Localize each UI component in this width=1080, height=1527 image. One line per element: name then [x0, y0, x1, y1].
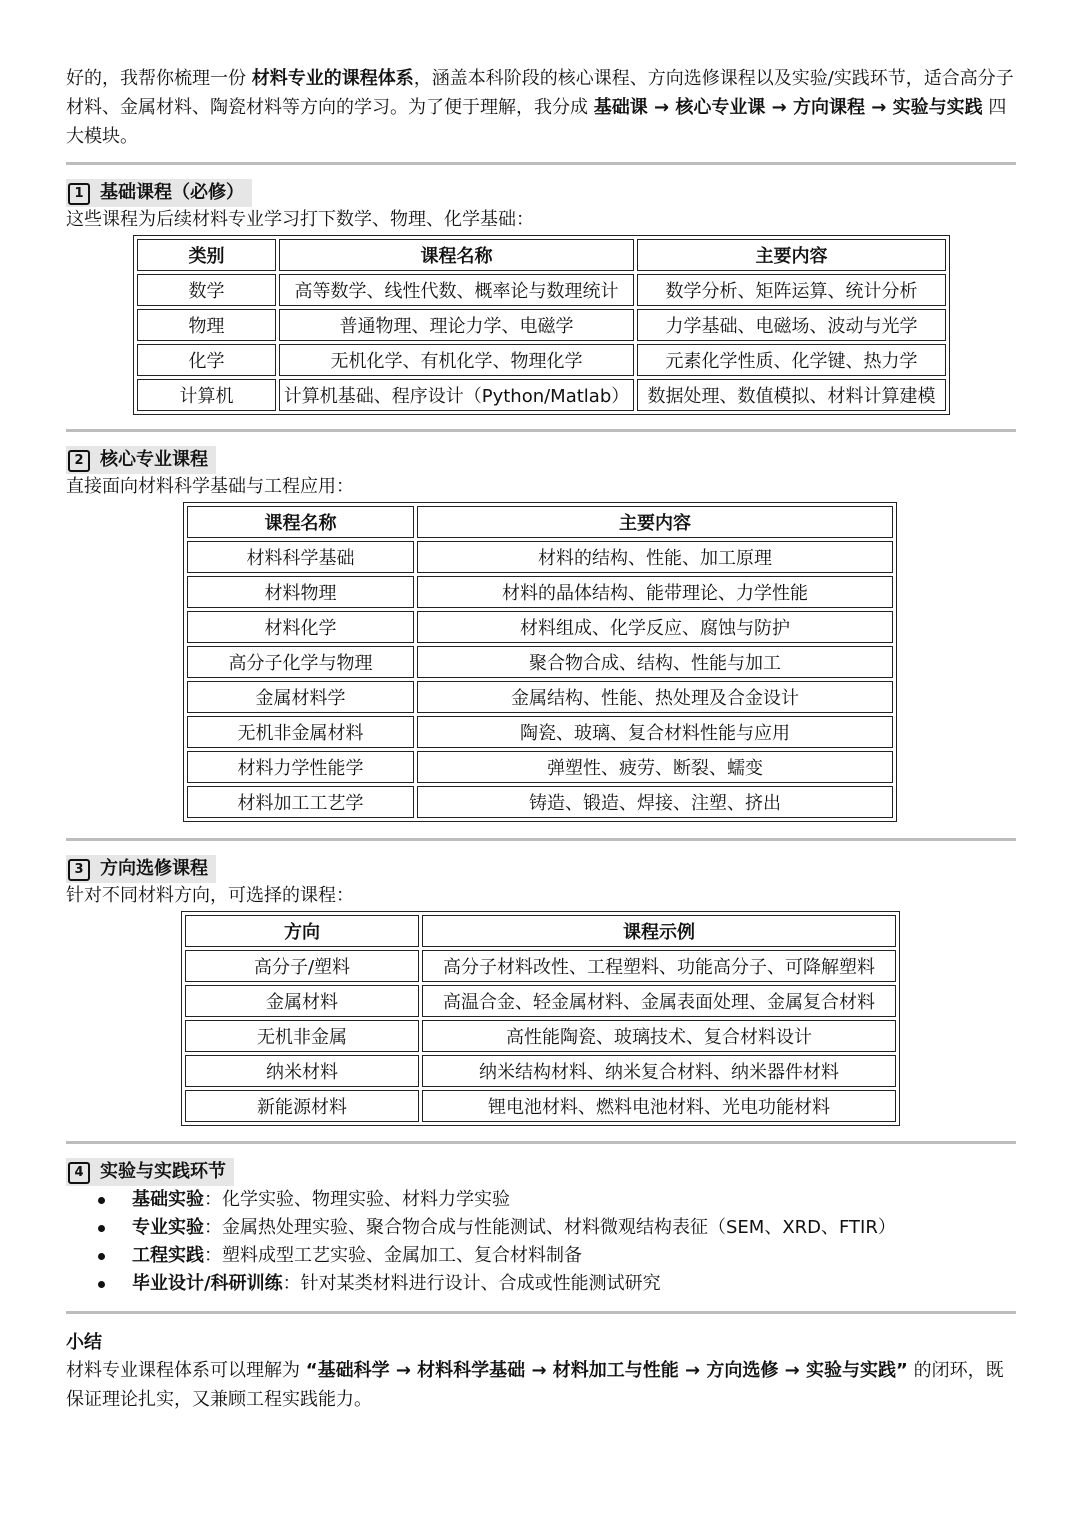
section-heading-2: [66, 446, 216, 474]
table-row: [137, 309, 946, 341]
summary-text-1: 材料专业课程体系可以理解为: [66, 1360, 300, 1381]
item-label: 工程实践: [132, 1245, 204, 1266]
table-cell: 数学分析、矩阵运算、统计分析: [637, 274, 946, 306]
table-row: [187, 541, 893, 573]
divider: [66, 1311, 1016, 1314]
number-1-icon: 1: [68, 183, 90, 205]
number-4-icon: 4: [68, 1162, 90, 1184]
table-cell: 高性能陶瓷、玻璃技术、复合材料设计: [422, 1020, 896, 1052]
summary-paragraph: [66, 1356, 1016, 1414]
table-cell: 元素化学性质、化学键、热力学: [637, 344, 946, 376]
table-cell: 计算机: [137, 379, 276, 411]
summary-bold: “基础科学 → 材料科学基础 → 材料加工与性能 → 方向选修 → 实验与实践”: [305, 1360, 908, 1381]
table-cell: 锂电池材料、燃料电池材料、光电功能材料: [422, 1090, 896, 1122]
list-item: [66, 1214, 1016, 1242]
table-cell: 材料化学: [187, 611, 414, 643]
column-header: 方向: [185, 915, 419, 947]
section-title: 方向选修课程: [100, 858, 208, 879]
item-label: 毕业设计/科研训练: [132, 1273, 283, 1294]
section-title: 基础课程（必修）: [100, 182, 244, 203]
table-cell: 弹塑性、疲劳、断裂、蠕变: [417, 751, 893, 783]
table-row: [187, 576, 893, 608]
table-cell: 无机非金属材料: [187, 716, 414, 748]
bullet-icon: [98, 1253, 105, 1260]
table-row: [187, 786, 893, 818]
table-cell: 新能源材料: [185, 1090, 419, 1122]
summary-text-2: 的闭环，既保证理论扎实，又兼顾工程实践能力。: [66, 1360, 1004, 1410]
core-courses-table: [183, 502, 897, 822]
table-cell: 聚合物合成、结构、性能与加工: [417, 646, 893, 678]
section-title: 核心专业课程: [100, 449, 208, 470]
table-cell: 物理: [137, 309, 276, 341]
item-label: 专业实验: [132, 1217, 204, 1238]
table-header-row: [185, 915, 896, 947]
section-heading-1: [66, 179, 252, 207]
intro-text-3: 四大模块。: [66, 97, 1007, 147]
column-header: 类别: [137, 239, 276, 271]
table-cell: 材料的晶体结构、能带理论、力学性能: [417, 576, 893, 608]
table-row: [185, 1020, 896, 1052]
table-row: [187, 751, 893, 783]
table-cell: 纳米材料: [185, 1055, 419, 1087]
bullet-icon: [98, 1197, 105, 1204]
table-cell: 数学: [137, 274, 276, 306]
table-row: [187, 646, 893, 678]
table-cell: 陶瓷、玻璃、复合材料性能与应用: [417, 716, 893, 748]
table-header-row: [187, 506, 893, 538]
column-header: 课程示例: [422, 915, 896, 947]
table-row: [137, 344, 946, 376]
divider: [66, 429, 1016, 432]
table-cell: 数据处理、数值模拟、材料计算建模: [637, 379, 946, 411]
table-cell: 高分子/塑料: [185, 950, 419, 982]
table-cell: 金属材料学: [187, 681, 414, 713]
divider: [66, 1141, 1016, 1144]
list-item: [66, 1186, 1016, 1214]
section-description: 直接面向材料科学基础与工程应用：: [66, 476, 354, 497]
section-description: 针对不同材料方向，可选择的课程：: [66, 885, 354, 906]
summary-title: 小结: [66, 1332, 102, 1353]
intro-paragraph: [66, 64, 1016, 151]
table-cell: 普通物理、理论力学、电磁学: [279, 309, 634, 341]
elective-courses-table: [181, 911, 900, 1126]
bullet-icon: [98, 1281, 105, 1288]
table-cell: 无机化学、有机化学、物理化学: [279, 344, 634, 376]
section-description: 这些课程为后续材料专业学习打下数学、物理、化学基础：: [66, 209, 534, 230]
item-text: ：金属热处理实验、聚合物合成与性能测试、材料微观结构表征（SEM、XRD、FTIR）: [204, 1217, 896, 1238]
practice-list: [66, 1186, 1016, 1298]
item-text: ：针对某类材料进行设计、合成或性能测试研究: [282, 1273, 661, 1294]
intro-text-2: ，涵盖本科阶段的核心课程、方向选修课程以及实验/实践环节，适合高分子材料、金属材料、陶瓷材料等方向的学习。为了便于理解，我分成: [66, 68, 1014, 118]
section-heading-4: [66, 1158, 234, 1186]
table-cell: 高分子材料改性、工程塑料、功能高分子、可降解塑料: [422, 950, 896, 982]
intro-text-1: 好的，我帮你梳理一份: [66, 68, 246, 89]
divider: [66, 162, 1016, 165]
number-3-icon: 3: [68, 859, 90, 881]
table-cell: 材料力学性能学: [187, 751, 414, 783]
item-label: 基础实验: [132, 1189, 204, 1210]
table-row: [185, 985, 896, 1017]
intro-bold-1: 材料专业的课程体系: [251, 68, 414, 89]
number-2-icon: 2: [68, 450, 90, 472]
table-row: [137, 379, 946, 411]
table-cell: 金属结构、性能、热处理及合金设计: [417, 681, 893, 713]
table-row: [185, 1090, 896, 1122]
table-row: [185, 950, 896, 982]
table-cell: 材料的结构、性能、加工原理: [417, 541, 893, 573]
table-cell: 高分子化学与物理: [187, 646, 414, 678]
table-cell: 材料加工工艺学: [187, 786, 414, 818]
table-cell: 纳米结构材料、纳米复合材料、纳米器件材料: [422, 1055, 896, 1087]
table-row: [187, 716, 893, 748]
table-cell: 材料组成、化学反应、腐蚀与防护: [417, 611, 893, 643]
table-row: [187, 681, 893, 713]
table-row: [187, 611, 893, 643]
basic-courses-table: [133, 235, 950, 415]
column-header: 课程名称: [187, 506, 414, 538]
table-header-row: [137, 239, 946, 271]
column-header: 课程名称: [279, 239, 634, 271]
table-cell: 无机非金属: [185, 1020, 419, 1052]
item-text: ：塑料成型工艺实验、金属加工、复合材料制备: [204, 1245, 582, 1266]
table-row: [185, 1055, 896, 1087]
column-header: 主要内容: [637, 239, 946, 271]
table-cell: 铸造、锻造、焊接、注塑、挤出: [417, 786, 893, 818]
intro-bold-2: 基础课 → 核心专业课 → 方向课程 → 实验与实践: [593, 97, 983, 118]
divider: [66, 838, 1016, 841]
section-title: 实验与实践环节: [100, 1161, 226, 1182]
table-cell: 计算机基础、程序设计（Python/Matlab）: [279, 379, 634, 411]
table-cell: 金属材料: [185, 985, 419, 1017]
table-cell: 材料物理: [187, 576, 414, 608]
list-item: [66, 1270, 1016, 1298]
table-cell: 化学: [137, 344, 276, 376]
table-cell: 高温合金、轻金属材料、金属表面处理、金属复合材料: [422, 985, 896, 1017]
table-row: [137, 274, 946, 306]
item-text: ：化学实验、物理实验、材料力学实验: [204, 1189, 510, 1210]
list-item: [66, 1242, 1016, 1270]
bullet-icon: [98, 1225, 105, 1232]
table-cell: 材料科学基础: [187, 541, 414, 573]
table-cell: 高等数学、线性代数、概率论与数理统计: [279, 274, 634, 306]
section-heading-3: [66, 855, 216, 883]
table-cell: 力学基础、电磁场、波动与光学: [637, 309, 946, 341]
column-header: 主要内容: [417, 506, 893, 538]
